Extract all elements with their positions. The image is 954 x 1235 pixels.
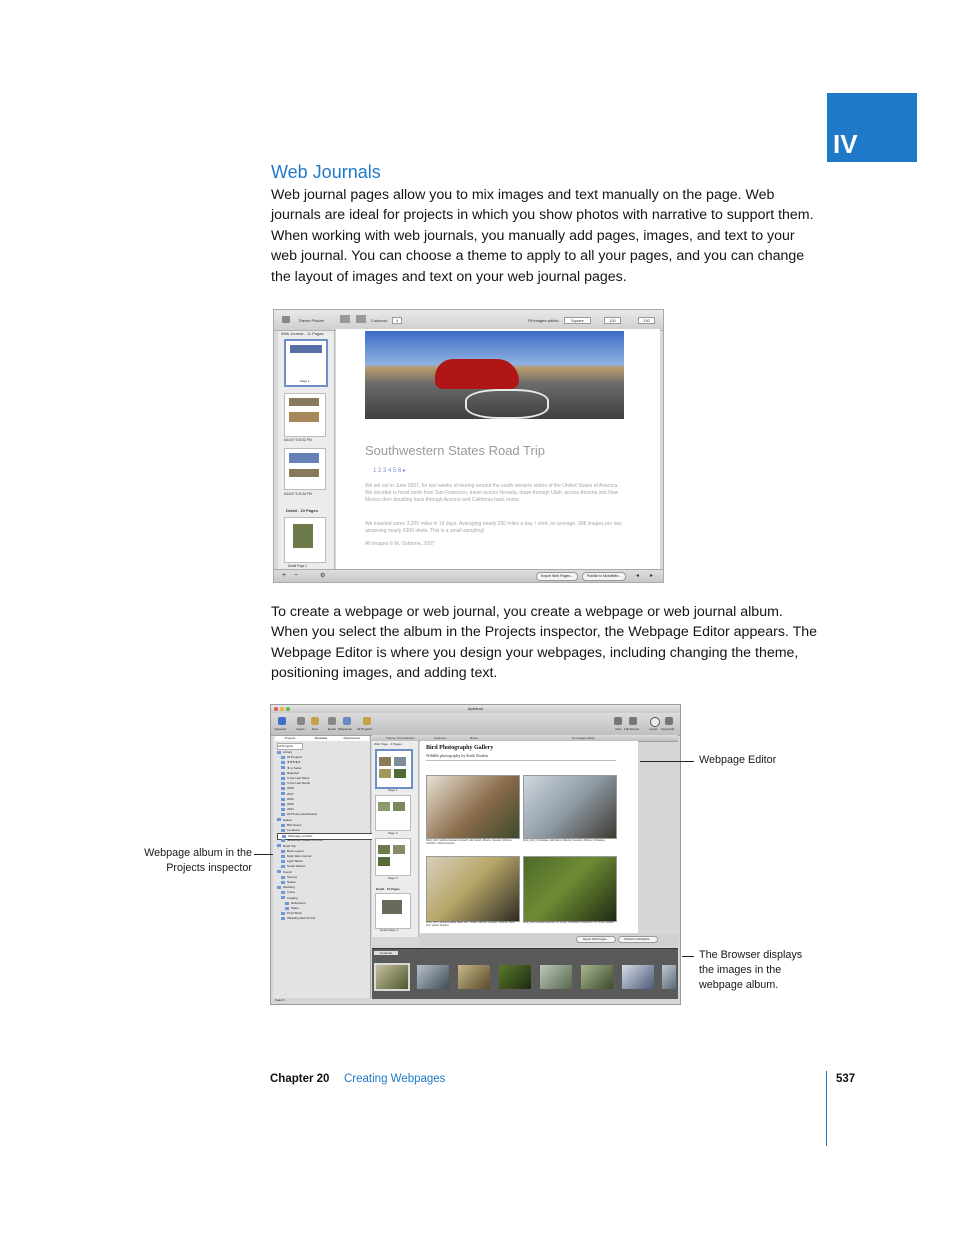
toolbar-label: Email	[328, 727, 336, 731]
tree-item-label: Locations	[287, 828, 300, 832]
aperture-window-screenshot	[270, 704, 681, 1005]
thumb-photo	[289, 412, 319, 422]
tree-item-label: Nature	[283, 817, 293, 822]
part-tab	[827, 93, 917, 162]
tree-item-label: All Projects	[287, 755, 303, 760]
callout-line: the images in the	[699, 964, 782, 976]
pages-sidebar	[278, 331, 335, 575]
browser-thumbnail[interactable]	[458, 965, 490, 989]
browser-filter-select[interactable]: Contents	[374, 951, 398, 955]
theme-label: Theme: Art Collection	[386, 736, 415, 740]
editor-toolbar	[274, 310, 663, 331]
tree-item-label: Reflections	[291, 900, 306, 905]
photo-caption[interactable]: birds_023 | yellow-headed black bird, Tofield, Alberta, Canada | Alberta, black bird, yellow-headed	[426, 921, 515, 928]
tree-item[interactable]	[277, 906, 375, 911]
browser-thumbnail[interactable]	[581, 965, 613, 989]
page-thumbnail[interactable]	[375, 795, 411, 831]
folder-icon	[281, 766, 285, 769]
tree-item-label: In line	[287, 890, 296, 895]
detail-thumbnail[interactable]	[375, 893, 411, 929]
thumb-photo	[290, 345, 322, 353]
detail-header: Detail - 24 Pages	[376, 887, 400, 891]
tree-item-label: 2008	[287, 786, 294, 791]
columns-label: Columns:	[371, 318, 388, 323]
inspector-icon[interactable]	[278, 717, 286, 725]
folder-icon	[281, 829, 285, 832]
thumb-caption: Page 2	[388, 831, 398, 835]
tab-metadata[interactable]: Metadata	[314, 736, 328, 740]
bird-photo[interactable]	[426, 775, 520, 839]
folder-icon	[281, 803, 285, 806]
section-heading: Web Journals	[271, 162, 381, 182]
browser-thumbnail[interactable]	[662, 965, 676, 989]
add-page-icon[interactable]: +	[282, 572, 287, 579]
callout-line: Webpage album in the	[144, 847, 252, 859]
layout-icon[interactable]	[340, 315, 350, 323]
columns-label: Columns:	[434, 736, 447, 740]
columns-stepper[interactable]: 4	[392, 317, 402, 324]
tree-item[interactable]	[277, 880, 371, 885]
bird-photo[interactable]	[523, 856, 617, 922]
window-titlebar	[271, 705, 680, 713]
tree-item-label: Wedding	[283, 885, 295, 890]
loupe-icon[interactable]	[650, 717, 660, 727]
editor-bottom-bar	[420, 934, 678, 946]
folder-icon	[281, 756, 285, 759]
callout-leader	[254, 854, 273, 855]
page-thumbnail[interactable]	[375, 749, 413, 789]
callout-line: Projects inspector	[166, 862, 252, 874]
page-thumbnail[interactable]	[284, 448, 326, 490]
gallery-subtitle[interactable]: Wildlife photography by Keith Rankin	[426, 753, 488, 758]
toolbar-label: New	[312, 727, 319, 731]
tree-item-label: Light Tables	[287, 859, 303, 864]
callout-leader	[682, 956, 694, 957]
folder-icon	[281, 777, 285, 780]
browser-pane	[372, 948, 678, 999]
editor-bottom-bar	[274, 569, 663, 582]
thumb-caption: Page 1	[388, 788, 398, 792]
tree-item[interactable]	[277, 916, 371, 921]
road-trip-photo[interactable]	[365, 331, 624, 419]
tree-item[interactable]	[277, 890, 371, 895]
folder-icon	[281, 813, 285, 816]
tree-item-label: Scenic	[283, 869, 293, 874]
intro-paragraph: Web journal pages allow you to mix images and text manually on the page. Web journals are ideal for projects in which you show photos with narrative to support them. When working with web journals, you manually add pages, images, and text to your web journal. You can choose a theme to apply to all your pages, and you can change the layout of images and text on your web journal pages.	[271, 187, 814, 285]
sidebar-header: Web Page - 3 Pages	[374, 742, 402, 746]
photo-caption[interactable]: birds_044 | Chickadee, Elk Island, Alberta, Canada | Alberta, chickadee	[523, 839, 605, 842]
tree-item[interactable]	[277, 870, 367, 875]
folder-icon	[277, 751, 281, 754]
detail-thumbnail[interactable]	[284, 517, 326, 563]
folder-icon	[281, 855, 285, 858]
body-paragraph: To create a webpage or web journal, you create a webpage or web journal album. When you select the album in the Projects inspector, the Webpage Editor appears. The Webpage Editor is where you design your webpages, including changing the theme, positioning images, and adding text.	[271, 604, 818, 682]
page-number: 537	[836, 1073, 856, 1085]
toolbar-label: Import	[296, 727, 305, 731]
bird-photo[interactable]	[523, 775, 617, 839]
thumb-caption: Detail Page 1	[288, 564, 308, 568]
folder-icon	[277, 870, 281, 873]
folder-icon	[281, 787, 285, 790]
tree-item[interactable]	[277, 875, 371, 880]
tree-item[interactable]	[277, 854, 371, 859]
thumb-caption: 6/14/07 9:33:32 PM	[284, 438, 312, 442]
tree-item-label: 2007	[287, 791, 294, 796]
layout-icon[interactable]	[356, 315, 366, 323]
callout-webpage-editor: Webpage Editor	[699, 754, 777, 766]
footer-rule	[826, 1071, 827, 1146]
journal-credit[interactable]: All images © M. Osborne, 2007	[365, 541, 435, 547]
journal-text-block[interactable]: We traveled some 3,200 miles in 19 days. Averaging nearly 250 miles a day. I shot, on average, 308 images per day amassing nearly 4300 shots. This is a small sampling!	[365, 521, 622, 534]
tab-adjustments[interactable]: Adjustments	[343, 736, 360, 740]
height-stepper[interactable]: 130	[638, 317, 655, 324]
tab-projects[interactable]: Projects	[284, 736, 296, 740]
pagination[interactable]: 1 2 3 4 5 6 ▸	[373, 468, 407, 474]
export-web-pages-button[interactable]: Export Web Pages...	[536, 572, 578, 581]
tree-item[interactable]	[277, 828, 371, 833]
toolbar-label: All Projects	[357, 727, 373, 731]
toolbar-label: Inspector	[274, 727, 287, 731]
folder-icon	[281, 850, 285, 853]
thumb-caption: Page 1	[300, 379, 310, 383]
part-label: IV	[833, 129, 858, 159]
sidebar-header: Web Journal - 11 Pages	[281, 331, 324, 336]
new-icon[interactable]	[311, 717, 319, 725]
tree-item-label: 2004	[287, 807, 294, 812]
thumb-caption: Detail Page 1	[380, 928, 399, 932]
folder-icon	[281, 865, 285, 868]
tree-item-label: Smart Albums	[287, 864, 306, 869]
tree-item-label: ★ or better	[287, 765, 302, 770]
tree-item-label: Slideshow (needs thru cat.)	[287, 838, 324, 843]
tree-item[interactable]	[277, 844, 367, 849]
folder-icon	[285, 902, 289, 905]
view-toggle-icon[interactable]	[282, 316, 290, 323]
journal-text-block[interactable]: We set out in June 2007, for two weeks of touring around the south western states of the United States of America. We decided to head north from San Francisco, travel across Nevada, down through Utah, across Arizona into New Mexico then doubling back through Arizona and California back home.	[365, 483, 619, 503]
tree-item[interactable]	[277, 766, 371, 771]
gallery-title[interactable]: Bird Photography Gallery	[426, 745, 494, 751]
keywords-icon[interactable]	[665, 717, 673, 725]
tree-item-label: All Photos (duplicated)	[287, 812, 318, 817]
browser-thumbnail[interactable]	[417, 965, 449, 989]
thumb-photo	[293, 524, 313, 548]
tree-item-label: Webpage portfolio	[288, 834, 313, 839]
view-icon[interactable]	[614, 717, 622, 725]
thumb-photo	[289, 453, 319, 463]
tree-item-label: 2005	[287, 802, 294, 806]
slideshow-icon[interactable]	[343, 717, 351, 725]
prev-arrow-icon[interactable]: ◂	[636, 573, 640, 579]
window-title: Aperture	[467, 706, 484, 711]
tree-item[interactable]	[277, 859, 371, 864]
main-toolbar	[271, 713, 680, 736]
next-arrow-icon[interactable]: ▸	[650, 573, 654, 579]
toolbar-label: Slideshow	[338, 727, 352, 731]
toolbar-label: Loupe	[649, 727, 658, 731]
tree-item-label: Imaging	[287, 895, 298, 900]
publish-button[interactable]: Publish to MobileMe...	[618, 936, 658, 943]
journal-page-canvas	[336, 329, 660, 575]
folder-icon	[281, 912, 285, 915]
folder-icon	[281, 860, 285, 863]
tree-item[interactable]	[277, 818, 367, 823]
car-shape	[435, 359, 519, 389]
journal-title[interactable]: Southwestern States Road Trip	[365, 443, 545, 458]
toolbar-label: Full Screen	[624, 727, 640, 731]
browser-thumbnail[interactable]	[622, 965, 654, 989]
tree-item[interactable]	[277, 776, 371, 781]
browser-thumbnail[interactable]	[540, 965, 572, 989]
theme-label: Theme Picture	[298, 318, 325, 323]
thumb-caption: Page 3	[388, 876, 398, 880]
tree-item[interactable]	[277, 781, 371, 786]
tree-item[interactable]	[277, 864, 371, 869]
folder-icon	[281, 798, 285, 801]
tree-item-label: 2006	[287, 796, 294, 801]
detail-header: Detail - 19 Pages	[286, 508, 318, 513]
tree-item[interactable]	[277, 885, 367, 890]
folder-icon	[281, 772, 285, 775]
tree-item[interactable]	[277, 838, 371, 843]
tree-item[interactable]	[277, 896, 371, 901]
page-thumbnail[interactable]	[284, 339, 328, 387]
gear-icon[interactable]: ⚙	[320, 573, 326, 579]
folder-icon	[281, 839, 285, 842]
tree-item-label: Daily Web Journal	[287, 854, 312, 858]
tree-item[interactable]	[277, 901, 375, 906]
tree-item-label: Bird Scans	[287, 822, 302, 827]
folder-icon	[277, 818, 281, 821]
export-web-pages-button[interactable]: Export Web Pages...	[576, 936, 616, 943]
browser-thumbnail[interactable]	[376, 965, 408, 989]
zoom-icon[interactable]	[286, 707, 290, 711]
tree-item[interactable]	[277, 812, 371, 817]
publish-button[interactable]: Publish to MobileMe...	[582, 572, 626, 581]
search-label: Search	[275, 998, 285, 1002]
projects-filter-select[interactable]: All Projects	[277, 743, 303, 750]
tree-item[interactable]	[277, 786, 371, 791]
page-thumbnail[interactable]	[284, 393, 326, 437]
folder-icon	[281, 881, 285, 884]
folder-icon	[281, 782, 285, 785]
folder-icon	[281, 808, 285, 811]
width-stepper[interactable]: 130	[604, 317, 621, 324]
browser-thumbnail[interactable]	[499, 965, 531, 989]
import-icon[interactable]	[297, 717, 305, 725]
rows-label: Rows:	[470, 736, 479, 740]
projects-inspector	[273, 736, 371, 1002]
tree-item-label: In the Last Month	[287, 781, 311, 786]
folder-icon	[285, 907, 289, 910]
fit-label: Fit images within:	[572, 736, 596, 740]
tree-item-label: Nature	[287, 880, 297, 884]
tree-item[interactable]	[277, 760, 371, 765]
folder-icon	[281, 896, 285, 899]
thumb-photo	[289, 398, 319, 406]
title-divider	[426, 760, 616, 761]
tree-item-label: Wedding Web Proofs	[287, 916, 316, 921]
tree-item-label: ★★★★★	[287, 760, 301, 765]
tree-item[interactable]	[277, 771, 371, 776]
tree-item-label: Book Layout	[287, 848, 304, 853]
tree-item-label: In the Last Week	[287, 776, 310, 780]
folder-icon	[281, 824, 285, 827]
tree-item-label: Library	[283, 750, 293, 754]
folder-icon	[281, 761, 285, 764]
minimize-icon[interactable]	[280, 707, 284, 711]
web-pages-sidebar	[372, 741, 419, 937]
folder-icon	[277, 886, 281, 889]
callout-leader	[640, 761, 694, 762]
tree-item[interactable]	[277, 755, 371, 760]
tree-item-label: Water	[291, 906, 299, 910]
callout-line: webpage album.	[699, 979, 779, 991]
route-shield-shape	[465, 389, 549, 419]
close-icon[interactable]	[274, 707, 278, 711]
web-journal-editor-screenshot	[273, 309, 664, 583]
webpage-editor-canvas	[420, 741, 638, 933]
tree-item[interactable]	[277, 802, 371, 807]
chapter-title-link[interactable]: Creating Webpages	[344, 1073, 446, 1085]
tree-item[interactable]	[277, 797, 371, 802]
tree-item-label: Road Trip	[283, 843, 297, 848]
full-screen-icon[interactable]	[629, 717, 637, 725]
photo-caption[interactable]: birds_036 | Ashkeld warbler, St. Louis, Caribbean | Ashkeld's, St. Louis, warbler	[523, 921, 615, 924]
folder-icon	[281, 891, 285, 894]
tree-item[interactable]	[277, 849, 371, 854]
bird-photo[interactable]	[426, 856, 520, 922]
thumb-caption: 6/14/07 9:31:34 PM	[284, 492, 312, 496]
callout-browser	[699, 948, 802, 993]
email-icon[interactable]	[328, 717, 336, 725]
tree-item-label: Scenes	[287, 874, 298, 879]
fit-label: Fit images within:	[528, 318, 559, 323]
tree-item[interactable]	[277, 911, 371, 916]
folder-icon	[277, 844, 281, 847]
folder-icon	[281, 876, 285, 879]
photo-caption[interactable]: birds_012 | yellow-breasted nuthatch, Elk Island, Alberta, Canada | Alberta, nuthatch, white-breasted	[426, 839, 512, 846]
all-projects-icon[interactable]	[363, 717, 371, 725]
callout-webpage-album	[134, 846, 252, 876]
tree-item[interactable]	[277, 823, 371, 828]
folder-icon	[281, 792, 285, 795]
tree-item-label: Rejected	[287, 770, 299, 775]
tree-item-label: Proof Book	[287, 911, 302, 916]
toolbar-label: Keywords	[661, 727, 675, 731]
folder-icon	[281, 917, 285, 920]
callout-line: The Browser displays	[699, 949, 803, 961]
tree-item[interactable]	[277, 750, 367, 755]
tree-item[interactable]	[277, 807, 371, 812]
thumb-photo	[289, 469, 319, 477]
remove-page-icon[interactable]: −	[294, 572, 299, 579]
fit-select[interactable]: Square	[564, 317, 591, 324]
tree-item[interactable]	[277, 792, 371, 797]
toolbar-label: View	[615, 727, 622, 731]
chapter-label: Chapter 20	[270, 1073, 330, 1085]
page-thumbnail[interactable]	[375, 838, 411, 876]
